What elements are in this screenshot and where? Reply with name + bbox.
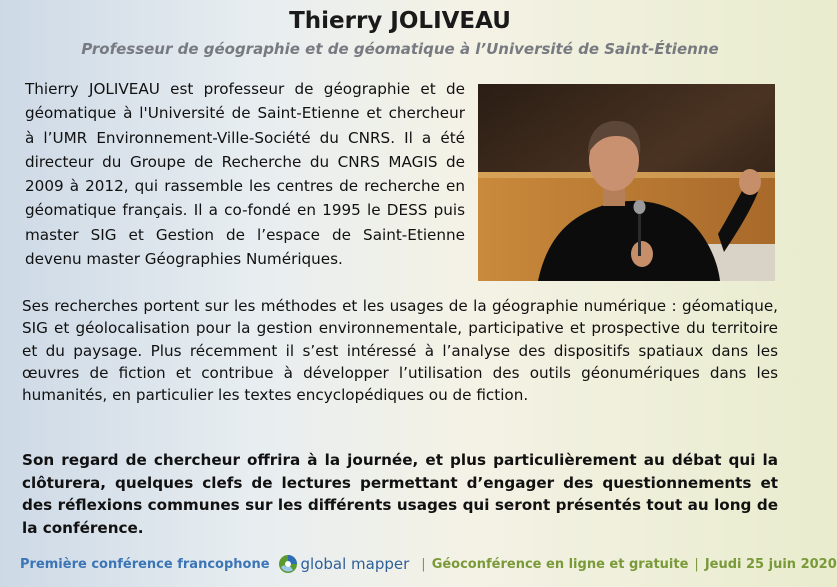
global-mapper-logo bbox=[278, 554, 410, 574]
footer bbox=[20, 551, 837, 577]
footer-separator: | bbox=[694, 556, 699, 572]
speaker-photo bbox=[478, 84, 775, 281]
speaker-title: Professeur de géographie et de géomatique à l’Université de Saint-Étienne bbox=[81, 40, 719, 58]
intro-paragraph: Thierry JOLIVEAU est professeur de géographie et de géomatique à l'Université de Saint-Etienne et chercheur à l’UMR Environnement-Ville-Société du CNRS. Il a été directeur du Groupe de Recherche du CNRS MAGIS de 2009 à 2012, qui rassemble les centres de recherche en géomatique français. Il a co-fondé en 1995 le DESS puis master SIG et Gestion de l’espace de Saint-Etienne devenu master Géographies Numériques. bbox=[25, 80, 465, 269]
research-paragraph: Ses recherches portent sur les méthodes et les usages de la géographie numérique : géomatique, SIG et géolocalisation pour la gestion environnementale, participative et prospective du territoire et du paysage. Plus récemment il s’est intéressé à l’analyse des dispositifs spatiaux dans les œuvres de fiction et contribue à développer l’utilisation des outils géonumériques dans les humanités, en particulier les textes encyclopédiques ou de fiction. bbox=[22, 297, 778, 405]
speaker-name: Thierry JOLIVEAU bbox=[289, 8, 511, 34]
footer-online-label: Géoconférence en ligne et gratuite bbox=[431, 556, 689, 572]
footer-separator: | bbox=[421, 556, 426, 572]
global-mapper-logo-text: global mapper bbox=[300, 555, 410, 573]
footer-conference-label: Première conférence francophone bbox=[20, 556, 270, 572]
global-mapper-logo-icon bbox=[278, 554, 298, 574]
footer-date: Jeudi 25 juin 2020 bbox=[704, 556, 837, 572]
closing-paragraph: Son regard de chercheur offrira à la journée, et plus particulièrement au débat qui la clôturera, quelques clefs de lectures permettant d’engager des questionnements et des réflexions communes sur les différents usages qui seront présentés tout au long de la conférence. bbox=[22, 451, 778, 537]
